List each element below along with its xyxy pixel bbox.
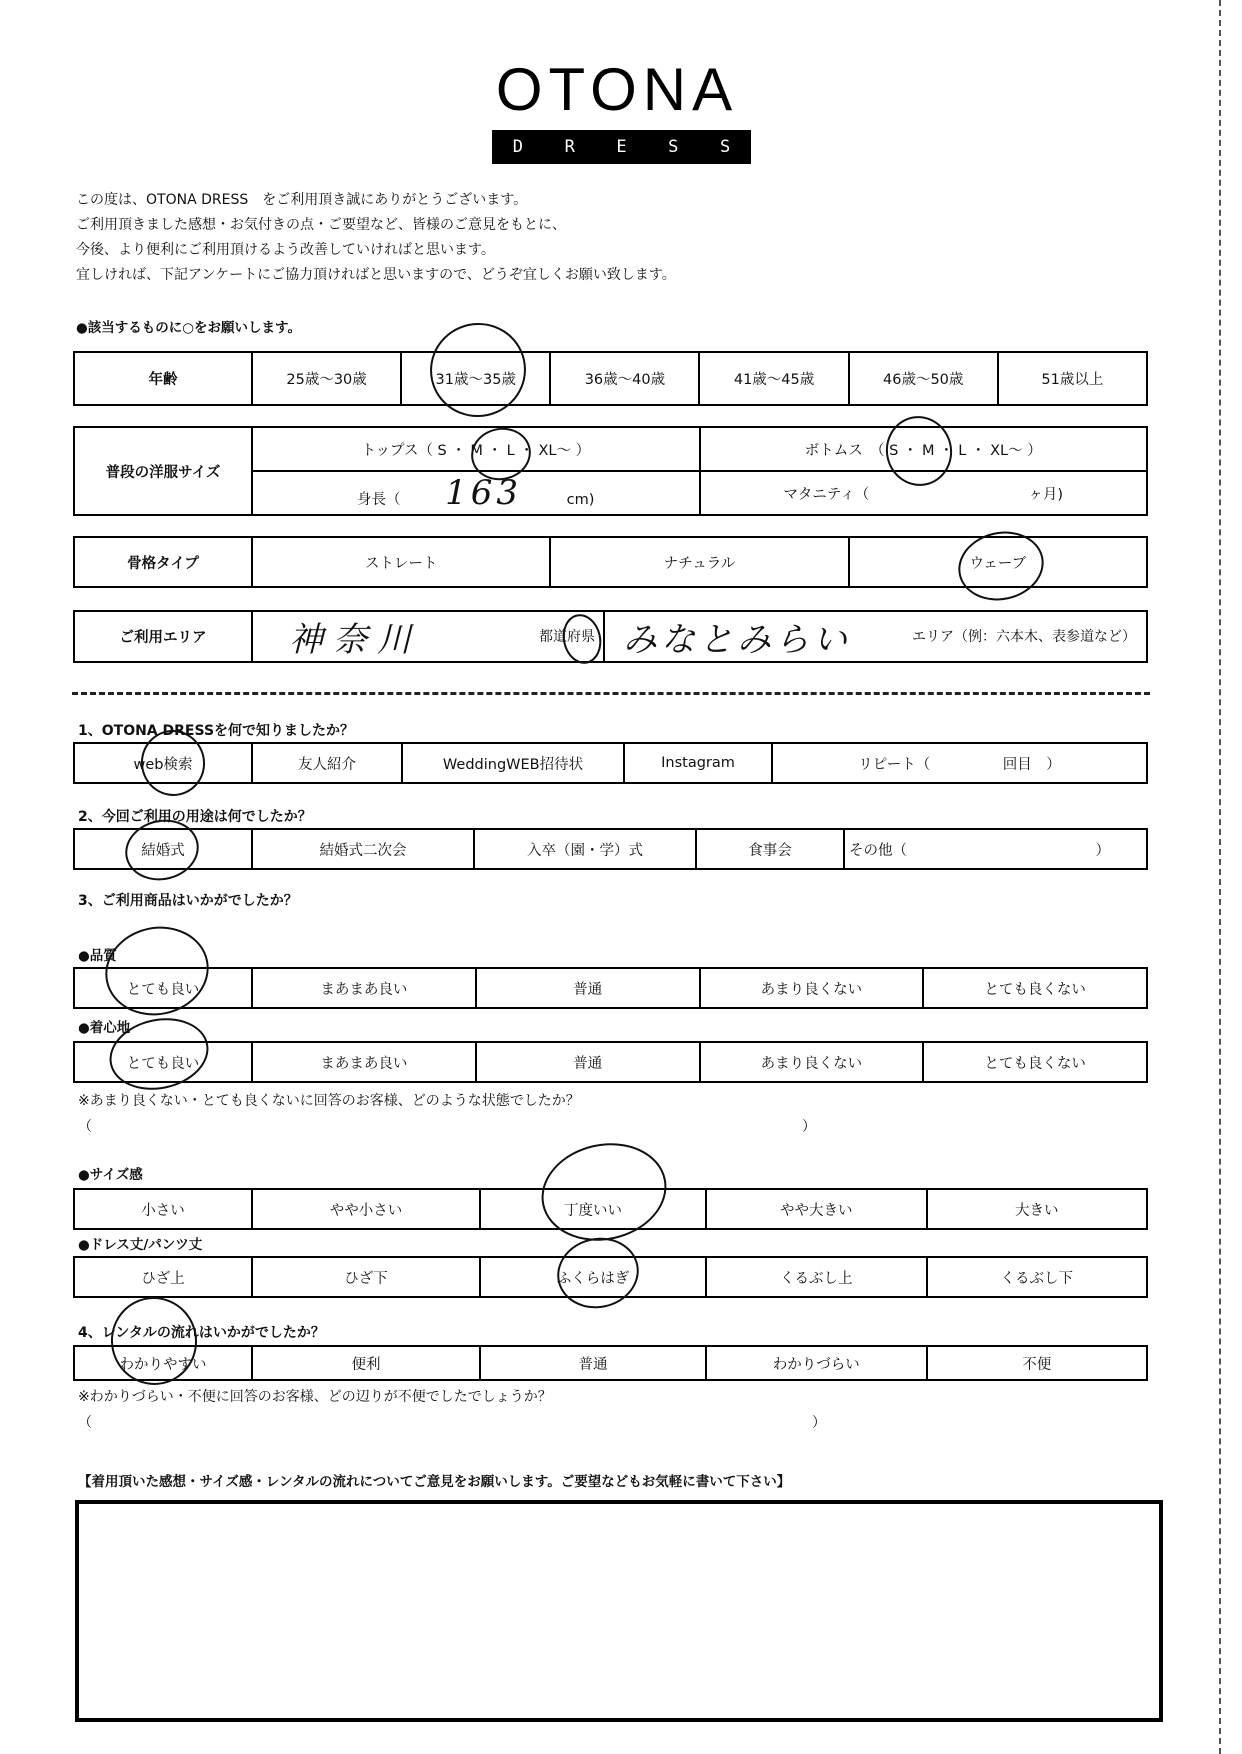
section-divider <box>72 692 1150 695</box>
age-table <box>73 351 1148 406</box>
area-field[interactable] <box>604 611 1147 662</box>
size-table <box>73 426 1148 516</box>
maternity-field[interactable] <box>700 471 1148 515</box>
scan-edge-line <box>1219 0 1221 1754</box>
q3-fit-table <box>73 1188 1148 1230</box>
age-option[interactable]: 36歳～40歳 <box>550 352 699 405</box>
maternity-prefix: マタニティ（ <box>783 486 870 503</box>
body-type-label: 骨格タイプ <box>74 537 252 587</box>
comments-title: 【着用頂いた感想・サイズ感・レンタルの流れについてご意見をお願いします。ご要望などもお気軽に書いて下さい】 <box>78 1474 791 1490</box>
q2-option[interactable]: 結婚式二次会 <box>252 829 474 869</box>
comfort-option-label: とても良い <box>126 1055 200 1072</box>
age-option[interactable]: 25歳～30歳 <box>252 352 401 405</box>
q2-option[interactable]: 食事会 <box>696 829 844 869</box>
height-value[interactable]: 163 <box>445 473 523 513</box>
quality-option[interactable]: あまり良くない <box>700 968 924 1008</box>
comfort-option[interactable]: とても良くない <box>923 1042 1147 1082</box>
length-option-label: ふくらはぎ <box>556 1270 630 1287</box>
length-option[interactable]: くるぶし下 <box>927 1257 1148 1297</box>
selection-circle <box>97 917 217 1025</box>
size-label: 普段の洋服サイズ <box>74 427 252 515</box>
age-option-label: 31歳～35歳 <box>435 372 516 388</box>
length-option[interactable]: ひざ上 <box>74 1257 252 1297</box>
logo-letter: S <box>668 137 679 157</box>
q4-option[interactable]: わかりづらい <box>706 1346 927 1380</box>
q3-quality-label: ●品質 <box>78 948 117 964</box>
q1-option[interactable]: WeddingWEB招待状 <box>402 743 624 783</box>
length-option[interactable]: くるぶし上 <box>706 1257 927 1297</box>
paren-close: ） <box>802 1119 816 1135</box>
prefecture-field[interactable] <box>252 611 604 662</box>
q1-option-repeat[interactable]: リピート（ 回目 ） <box>772 743 1147 783</box>
logo-letter: S <box>719 137 731 157</box>
q1-option[interactable]: 友人紹介 <box>252 743 402 783</box>
quality-option-selected[interactable] <box>74 968 252 1008</box>
q3-length-table <box>73 1256 1148 1298</box>
logo-letter: R <box>564 137 575 157</box>
instruction-label: ●該当するものに○をお願いします。 <box>76 320 301 336</box>
body-type-table <box>73 536 1148 588</box>
q4-title: 4、レンタルの流れはいかがでしたか？ <box>78 1325 325 1341</box>
intro-line: ご利用頂きました感想・お気付きの点・ご要望など、皆様のご意見をもとに、 <box>76 217 566 233</box>
q1-table <box>73 742 1148 784</box>
brand-logo-otona: OTONA <box>495 56 739 123</box>
maternity-suffix: ヶ月) <box>1028 486 1064 503</box>
intro-line: 宜しければ、下記アンケートにご協力頂ければと思いますので、どうぞ宜しくお願い致します。 <box>76 267 676 283</box>
age-option[interactable]: 46歳～50歳 <box>849 352 998 405</box>
q4-option-selected[interactable] <box>74 1346 252 1380</box>
prefecture-suffix: 都道府県 <box>539 629 595 645</box>
fit-option[interactable]: やや大きい <box>706 1189 927 1229</box>
q3-fit-label: ●サイズ感 <box>78 1167 143 1183</box>
tops-size-field[interactable] <box>252 427 700 471</box>
q3-quality-table <box>73 967 1148 1009</box>
comfort-option[interactable]: あまり良くない <box>700 1042 924 1082</box>
q2-option-label: 結婚式 <box>141 842 185 859</box>
selection-circle <box>421 314 534 426</box>
logo-letter: D <box>512 137 524 157</box>
paren-open: （ <box>78 1119 92 1135</box>
q2-option-selected[interactable] <box>74 829 252 869</box>
fit-option-selected[interactable] <box>480 1189 706 1229</box>
quality-option[interactable]: まあまあ良い <box>252 968 476 1008</box>
length-option[interactable]: ひざ下 <box>252 1257 480 1297</box>
height-suffix: cm) <box>566 492 595 508</box>
body-type-option[interactable]: ナチュラル <box>550 537 848 587</box>
q4-option[interactable]: 不便 <box>927 1346 1148 1380</box>
fit-option[interactable]: やや小さい <box>252 1189 480 1229</box>
q3-length-label: ●ドレス丈/パンツ丈 <box>78 1237 203 1253</box>
q3-comfort-table <box>73 1041 1148 1083</box>
q2-option-other[interactable]: その他（ ） <box>844 829 1147 869</box>
area-value[interactable]: みなとみらい <box>623 620 851 660</box>
height-field[interactable] <box>252 471 700 515</box>
paren-open: （ <box>78 1415 92 1431</box>
q2-title: 2、今回ご利用の用途は何でしたか？ <box>78 809 312 825</box>
q1-option[interactable]: Instagram <box>624 743 772 783</box>
q2-option[interactable]: 入卒（園・学）式 <box>474 829 696 869</box>
intro-line: 今後、より便利にご利用頂けるよう改善していければと思います。 <box>76 242 495 258</box>
q3-title: 3、ご利用商品はいかがでしたか？ <box>78 893 298 909</box>
q1-option-label: web検索 <box>133 756 193 773</box>
comments-textarea[interactable] <box>75 1500 1163 1722</box>
intro-text <box>76 188 676 288</box>
comfort-option[interactable]: まあまあ良い <box>252 1042 476 1082</box>
q3-comfort-label: ●着心地 <box>78 1020 131 1036</box>
q3-bad-note: ※あまり良くない・とても良くないに回答のお客様、どのような状態でしたか？ <box>78 1093 580 1109</box>
q1-title: 1、OTONA DRESSを何で知りましたか？ <box>78 723 355 739</box>
tops-size-text: トップス（ S ・ M ・ L ・ XL～ ） <box>361 442 591 459</box>
logo-letter: E <box>616 137 627 157</box>
length-option-selected[interactable] <box>480 1257 706 1297</box>
height-prefix: 身長（ <box>357 492 401 508</box>
bottoms-size-text: ボトムス （ S ・ M ・ L ・ XL～ ） <box>804 442 1042 459</box>
selection-circle <box>532 1132 675 1252</box>
age-label: 年齢 <box>74 352 252 405</box>
age-option-selected[interactable] <box>401 352 550 405</box>
comfort-option[interactable]: 普通 <box>476 1042 700 1082</box>
quality-option-label: とても良い <box>126 981 200 998</box>
intro-line: この度は、OTONA DRESS をご利用頂き誠にありがとうございます。 <box>76 192 528 208</box>
q4-option-label: わかりやすい <box>119 1356 207 1373</box>
fit-option[interactable]: 大きい <box>927 1189 1148 1229</box>
fit-option-label: 丁度いい <box>564 1202 622 1219</box>
body-type-option-label: ウェーブ <box>969 555 1027 572</box>
body-type-option[interactable]: ストレート <box>252 537 550 587</box>
brand-logo-dress <box>492 130 751 164</box>
q4-option[interactable]: 普通 <box>480 1346 706 1380</box>
area-label: ご利用エリア <box>74 611 252 662</box>
q1-option-selected[interactable] <box>74 743 252 783</box>
q4-table <box>73 1345 1148 1381</box>
q4-note: ※わかりづらい・不便に回答のお客様、どの辺りが不便でしたでしょうか？ <box>78 1389 552 1405</box>
prefecture-value[interactable]: 神奈川 <box>289 620 421 660</box>
q3-bad-answer-field[interactable] <box>78 1116 818 1136</box>
q4-answer-field[interactable] <box>78 1412 838 1432</box>
area-table <box>73 610 1148 663</box>
q2-table <box>73 828 1148 870</box>
quality-option[interactable]: 普通 <box>476 968 700 1008</box>
body-type-option-selected[interactable] <box>849 537 1147 587</box>
age-option[interactable]: 41歳～45歳 <box>699 352 848 405</box>
area-suffix: エリア（例：六本木、表参道など） <box>912 629 1136 645</box>
age-option[interactable]: 51歳以上 <box>998 352 1147 405</box>
paren-close: ） <box>812 1415 826 1431</box>
comfort-option-selected[interactable] <box>74 1042 252 1082</box>
quality-option[interactable]: とても良くない <box>923 968 1147 1008</box>
fit-option[interactable]: 小さい <box>74 1189 252 1229</box>
bottoms-size-field[interactable] <box>700 427 1148 471</box>
q4-option[interactable]: 便利 <box>252 1346 480 1380</box>
